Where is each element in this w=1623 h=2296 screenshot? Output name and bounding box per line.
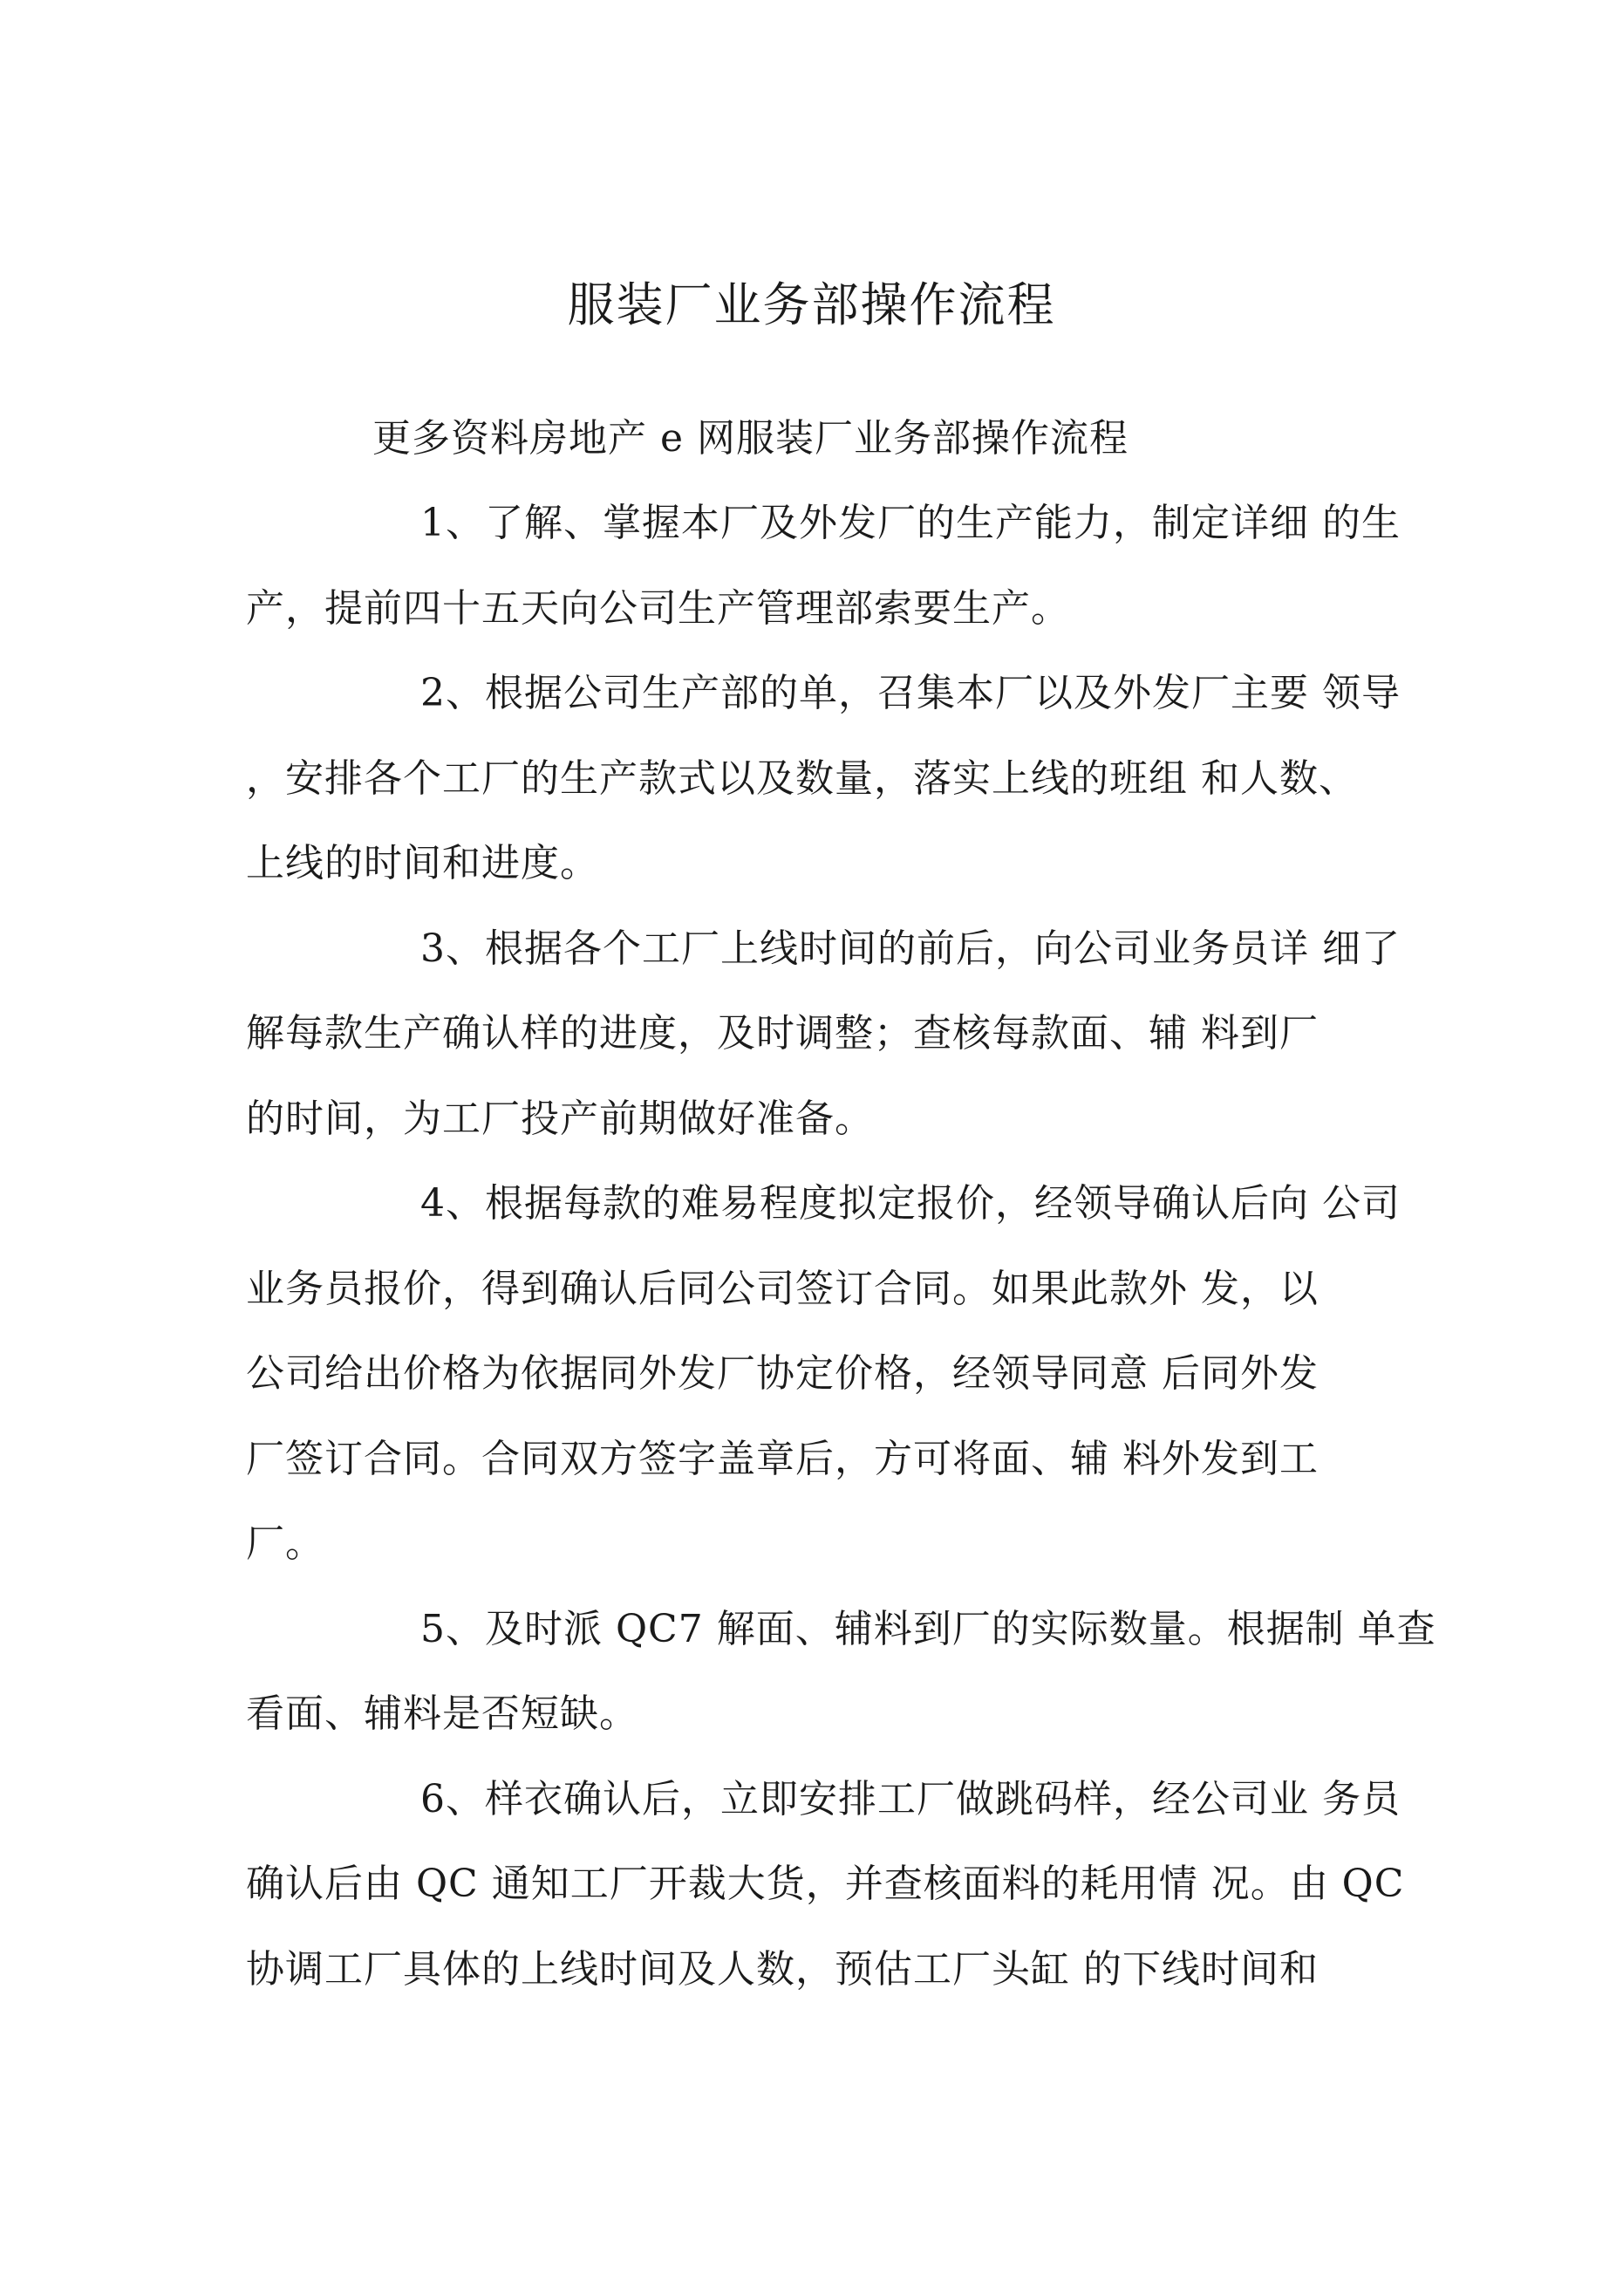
paragraph-line: 6、样衣确认后，立即安排工厂做跳码样，经公司业 务员 (420, 1777, 1401, 1821)
paragraph-line: 确认后由 QC 通知工厂开裁大货，并查核面料的耗用情 况。由 QC (246, 1862, 1405, 1906)
paragraph-line: 厂。 (246, 1521, 324, 1566)
paragraph-line: 4、根据每款的难易程度拟定报价，经领导确认后向 公司 (420, 1181, 1401, 1226)
paragraph-line: 看面、辅料是否短缺。 (246, 1691, 638, 1736)
paragraph-line: 5、及时派 QC7 解面、辅料到厂的实际数量。根据制 单查 (420, 1607, 1436, 1651)
intro-line: 更多资料房地产 e 网服装厂业务部操作流程 (372, 416, 1129, 461)
paragraph-line: 厂签订合同。合同双方签字盖章后，方可将面、辅 料外发到工 (246, 1437, 1319, 1481)
paragraph-line: 公司给出价格为依据同外发厂协定价格，经领导同意 后同外发 (246, 1351, 1319, 1396)
paragraph-line: 解每款生产确认样的进度，及时调整；查核每款面、辅 料到厂 (246, 1011, 1319, 1056)
paragraph-line: 的时间，为工厂投产前期做好准备。 (246, 1097, 874, 1141)
paragraph-line: 产，提前四十五天向公司生产管理部索要生产。 (246, 586, 1070, 631)
paragraph-line: 协调工厂具体的上线时间及人数，预估工厂头缸 的下线时间和 (246, 1947, 1319, 1992)
paragraph-line: 业务员报价，得到确认后同公司签订合同。如果此款外 发，以 (246, 1267, 1319, 1311)
paragraph-line: 上线的时间和进度。 (246, 841, 599, 885)
paragraph-line: ，安排各个工厂的生产款式以及数量，落实上线的班组 和人数、 (246, 756, 1358, 801)
paragraph-line: 1、了解、掌握本厂及外发厂的生产能力，制定详细 的生 (420, 501, 1401, 545)
document-title: 服装厂业务部操作流程 (567, 277, 1056, 332)
paragraph-line: 3、根据各个工厂上线时间的前后，向公司业务员详 细了 (420, 926, 1401, 971)
paragraph-line: 2、根据公司生产部的单，召集本厂以及外发厂主要 领导 (420, 671, 1401, 715)
